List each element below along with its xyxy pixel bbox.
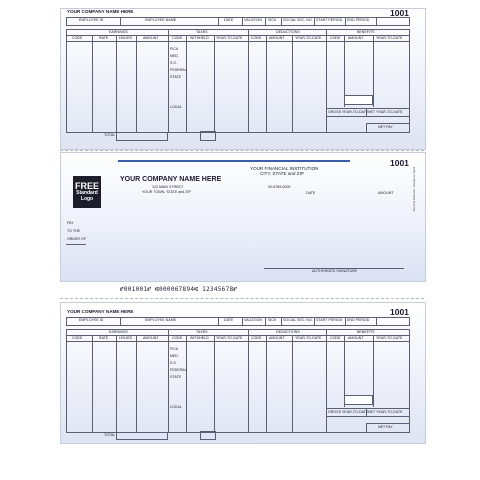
col2-ded-amount: AMOUNT	[269, 336, 285, 340]
group2-benefits: BENEFITS	[357, 330, 375, 334]
tax2-state: STATE	[170, 375, 182, 379]
hdr-sick: SICK	[268, 18, 277, 22]
gross2-ytd-label: GROSS YEAR-TO-DATE	[328, 410, 369, 414]
col2-ben-code: CODE	[330, 336, 341, 340]
benefit-box	[344, 95, 373, 105]
col-tax-ytd: YEAR-TO-DATE	[216, 36, 243, 40]
bank-name: YOUR FINANCIAL INSTITUTION	[250, 166, 319, 171]
total2-label: TOTAL	[104, 433, 116, 437]
group-taxes: TAXES	[196, 30, 208, 34]
logo-free-text: FREE	[74, 181, 99, 192]
check-number: 1001	[390, 8, 409, 18]
col2-tax-ytd: YEAR-TO-DATE	[216, 336, 243, 340]
col-ded-amount: AMOUNT	[269, 36, 285, 40]
routing-fraction: 00-6789-0000	[268, 185, 291, 189]
col2-rate: RATE	[99, 336, 109, 340]
tax-fica: FICA	[170, 47, 179, 51]
date-label: DATE	[306, 191, 316, 195]
tax2-total-box	[200, 431, 216, 440]
benefit2-box	[344, 395, 373, 405]
group2-earnings: EARNINGS	[109, 330, 128, 334]
tax-ss: S.S.	[170, 61, 177, 65]
company-street: 123 MAIN STREET	[152, 185, 184, 189]
tax2-local: LOCAL	[170, 405, 182, 409]
col-tax-code: CODE	[172, 36, 183, 40]
net2-pay-label: NET PAY	[378, 425, 393, 429]
col2-ded-code: CODE	[251, 336, 262, 340]
amount-label: AMOUNT	[378, 191, 394, 195]
earnings2-total-box	[116, 432, 168, 440]
net-pay-label: NET PAY	[378, 125, 393, 129]
group-earnings: EARNINGS	[109, 30, 128, 34]
stub2-check-number: 1001	[390, 307, 409, 317]
check-top-bar	[118, 160, 350, 162]
col2-ded-ytd: YEAR-TO-DATE	[295, 336, 322, 340]
hdr-employee-id: EMPLOYEE ID	[79, 18, 104, 22]
check-number-main: 1001	[390, 158, 409, 168]
tax-med: MED.	[170, 54, 179, 58]
tax2-fica: FICA	[170, 347, 179, 351]
col-ded-ytd: YEAR-TO-DATE	[295, 36, 322, 40]
gross-ytd-label: GROSS YEAR-TO-DATE	[328, 110, 369, 114]
stub-table	[66, 29, 410, 133]
col-amount: AMOUNT	[143, 36, 159, 40]
stub2-table	[66, 329, 410, 433]
tax-total-box	[200, 131, 216, 141]
hdr-ssn: SOCIAL SEC. NO.	[283, 18, 313, 22]
tax2-med: MED.	[170, 354, 179, 358]
signature-label: AUTHORIZED SIGNATURE	[312, 269, 358, 273]
perforation-bottom	[60, 298, 424, 299]
hdr2-ssn: SOCIAL SEC. NO.	[283, 318, 313, 322]
col2-withheld: WITHHELD	[190, 336, 209, 340]
check-body	[60, 152, 426, 282]
logo-standard-text: Standard	[76, 190, 98, 197]
col-ben-ytd: YEAR-TO-DATE	[376, 36, 403, 40]
company-logo	[73, 176, 101, 208]
net-ytd-label: NET YEAR-TO-DATE	[368, 110, 403, 114]
col-withheld: WITHHELD	[190, 36, 209, 40]
hdr2-vacation: VACATION	[244, 318, 262, 322]
stub-company-name: YOUR COMPANY NAME HERE	[67, 9, 134, 14]
hdr2-employee-name: EMPLOYEE NAME	[145, 318, 177, 322]
col-ben-code: CODE	[330, 36, 341, 40]
hdr2-date: DATE	[224, 318, 234, 322]
to-the-label: TO THE	[67, 229, 81, 233]
micr-line: ⑈001001⑈ ⑆000067894⑆ 12345678⑈	[120, 286, 238, 293]
col2-code: CODE	[72, 336, 83, 340]
group-deductions: DEDUCTIONS	[276, 30, 300, 34]
perforation-top	[60, 150, 424, 151]
col2-amount: AMOUNT	[143, 336, 159, 340]
net2-ytd-label: NET YEAR-TO-DATE	[368, 410, 403, 414]
earnings-total-box	[116, 132, 168, 141]
col2-ben-ytd: YEAR-TO-DATE	[376, 336, 403, 340]
security-features-note: Security features. Details on back.	[412, 166, 416, 212]
pay-label: PAY	[67, 221, 74, 225]
hdr2-start-period: START PERIOD	[316, 318, 343, 322]
hdr-employee-name: EMPLOYEE NAME	[145, 18, 177, 22]
hdr2-sick: SICK	[268, 318, 277, 322]
bank-city: CITY, STATE and ZIP	[260, 171, 304, 176]
col2-tax-code: CODE	[172, 336, 183, 340]
total-label: TOTAL	[104, 133, 116, 137]
col2-hours: HOURS	[119, 336, 132, 340]
group2-taxes: TAXES	[196, 330, 208, 334]
group2-deductions: DEDUCTIONS	[276, 330, 300, 334]
logo-logo-text: Logo	[80, 195, 94, 202]
check-company-name: YOUR COMPANY NAME HERE	[120, 176, 222, 183]
col2-ben-amount: AMOUNT	[348, 336, 364, 340]
hdr2-end-period: END PERIOD	[347, 318, 370, 322]
col-code: CODE	[72, 36, 83, 40]
col-ben-amount: AMOUNT	[348, 36, 364, 40]
col-rate: RATE	[99, 36, 109, 40]
tax2-ss: S.S.	[170, 361, 177, 365]
tax-federal: FEDERAL	[170, 68, 187, 72]
tax2-federal: FEDERAL	[170, 368, 187, 372]
stub2-company-name: YOUR COMPANY NAME HERE	[67, 309, 134, 314]
tax-local: LOCAL	[170, 105, 182, 109]
col-ded-code: CODE	[251, 36, 262, 40]
group-benefits: BENEFITS	[357, 30, 375, 34]
hdr-end-period: END PERIOD	[347, 18, 370, 22]
hdr-start-period: START PERIOD	[316, 18, 343, 22]
tax-state: STATE	[170, 75, 182, 79]
hdr2-employee-id: EMPLOYEE ID	[79, 318, 104, 322]
order-of-label: ORDER OF	[67, 237, 86, 241]
company-town: YOUR TOWN, STATE and ZIP	[142, 190, 191, 194]
col-hours: HOURS	[119, 36, 132, 40]
hdr-date: DATE	[224, 18, 234, 22]
hdr-vacation: VACATION	[244, 18, 262, 22]
